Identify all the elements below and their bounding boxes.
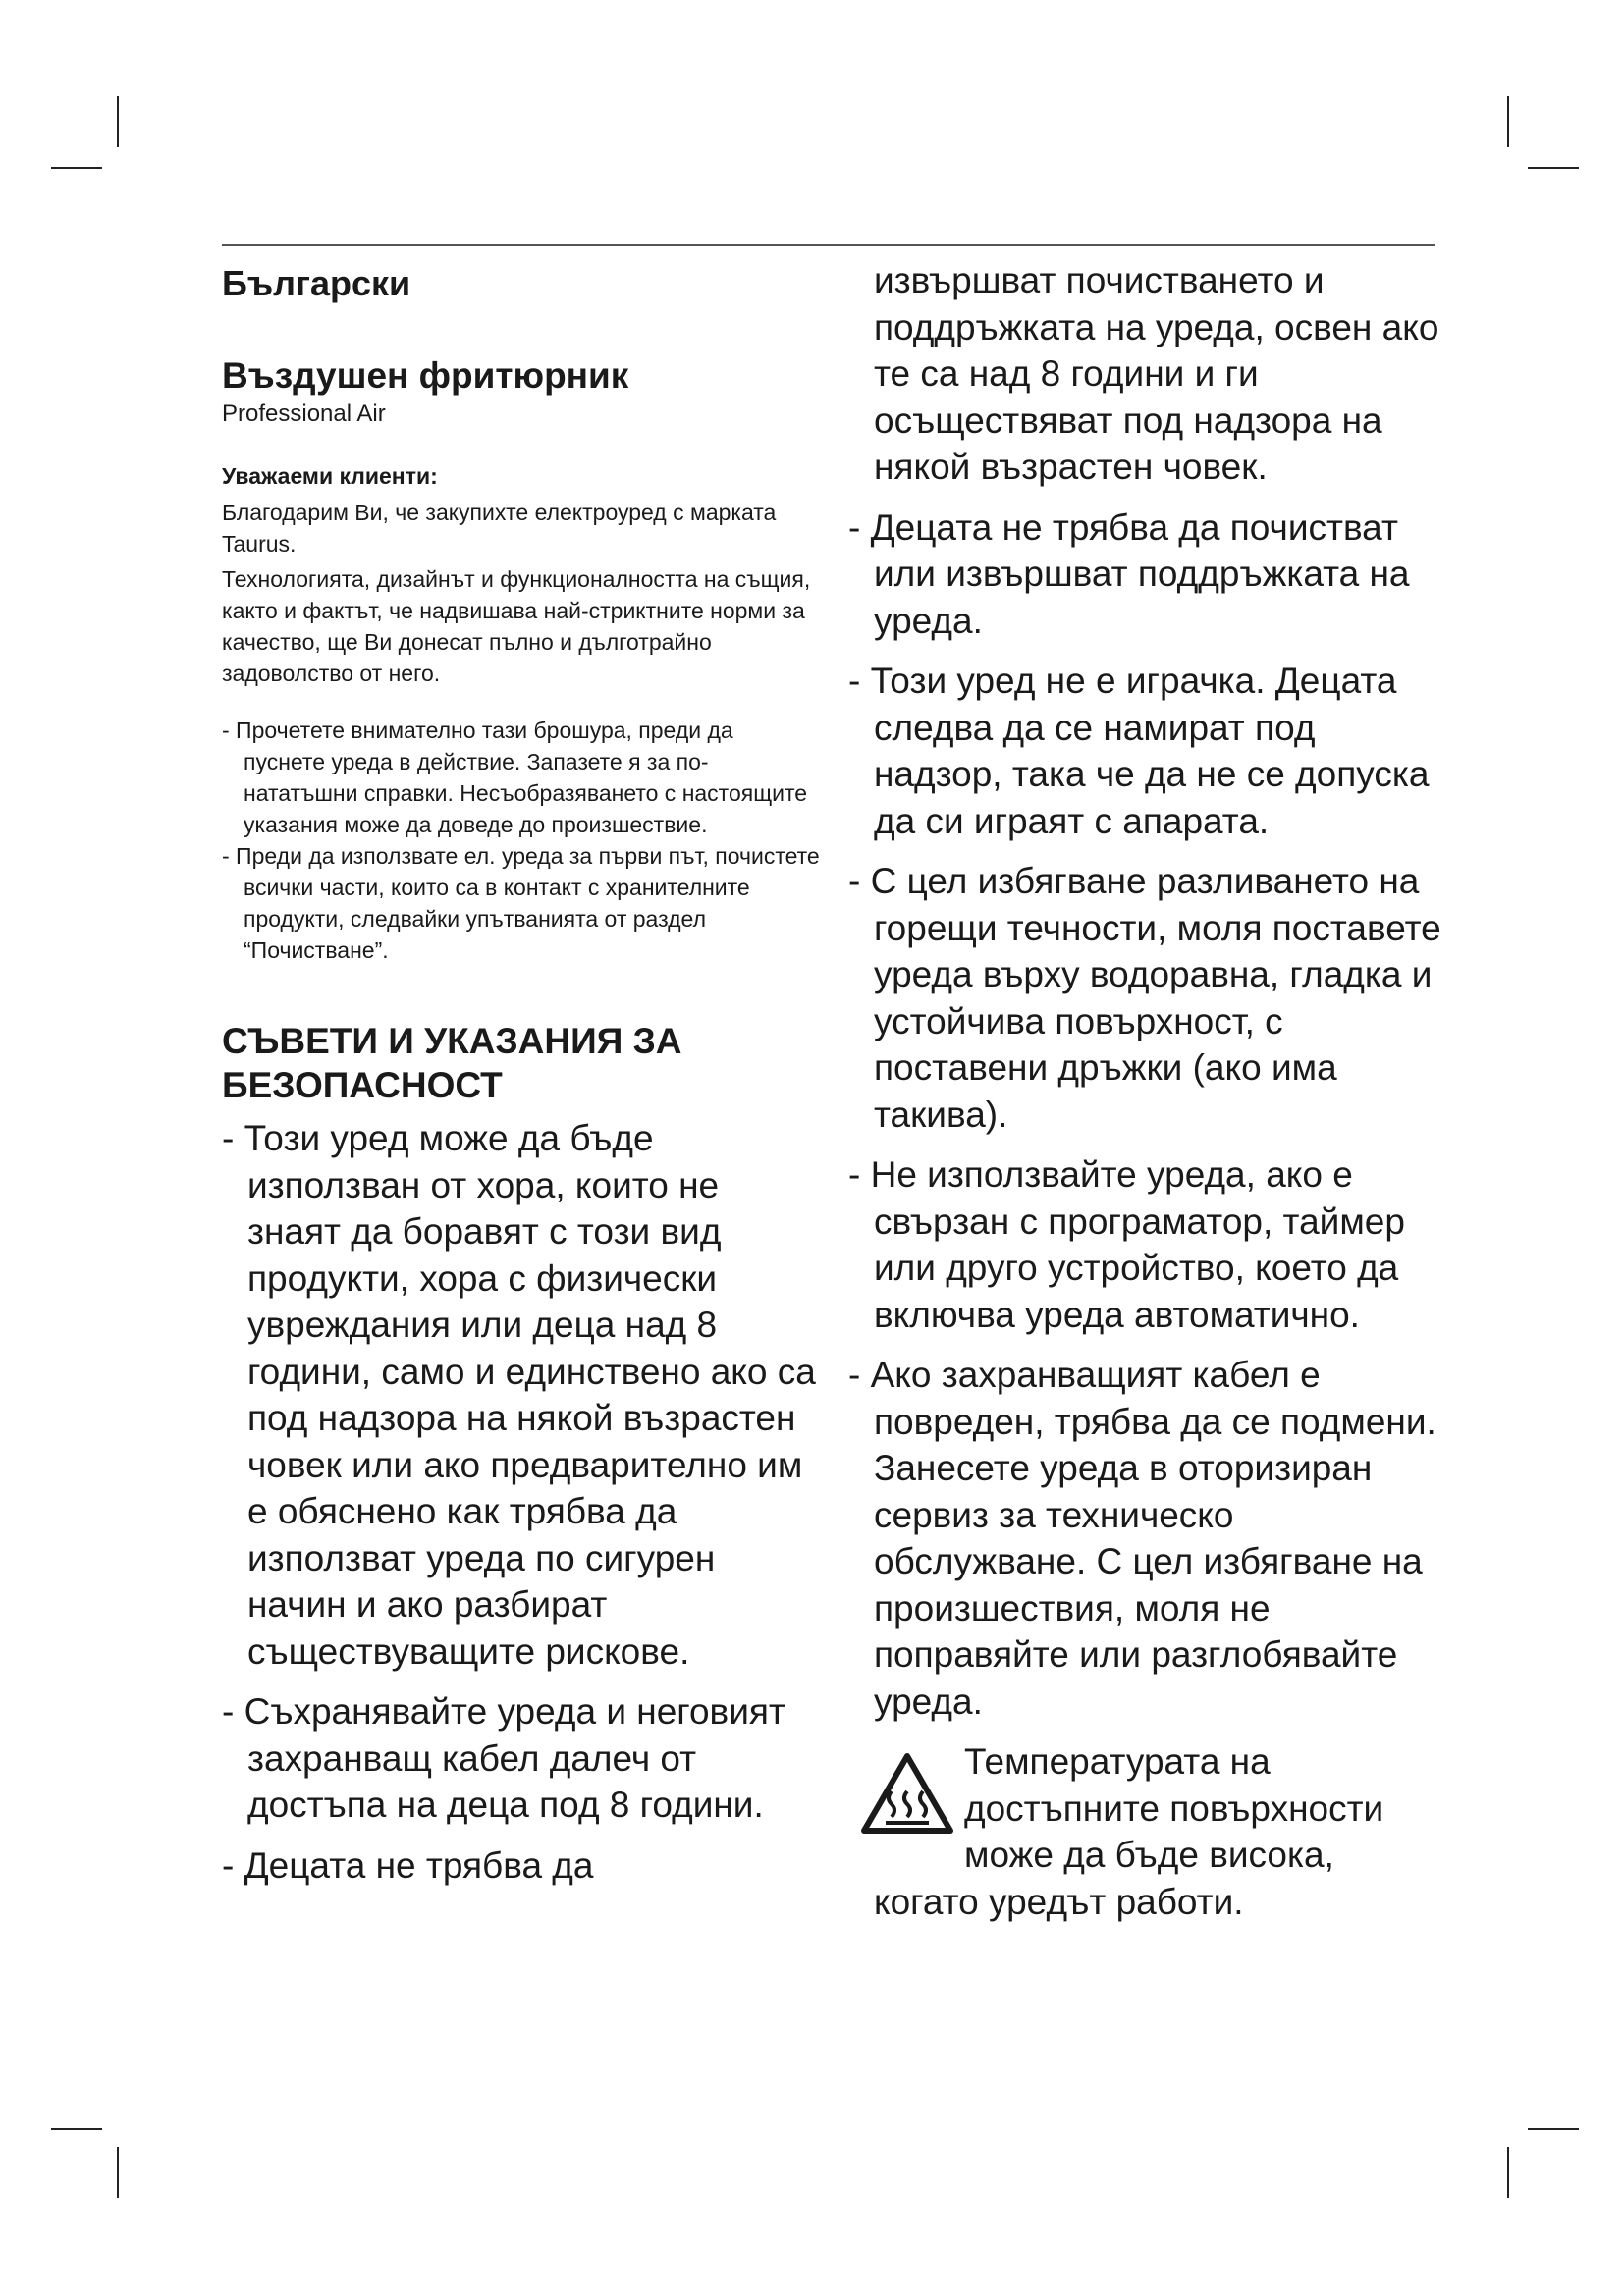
safety-list-left [222, 1115, 821, 1889]
crop-mark [117, 96, 119, 147]
crop-mark [1507, 96, 1509, 147]
language-heading: Български [222, 263, 411, 303]
greeting-paragraph: Технологията, дизайнът и функционалността на същия, както и фактът, че надвишава най-стриктните норми за качество, ще Ви донесат пълно и дълготрайно задоволство от него. [222, 566, 811, 686]
header-rule [222, 244, 1435, 246]
product-title: Въздушен фритюрник [222, 355, 629, 396]
product-model: Professional Air [222, 400, 386, 427]
safety-item: - Този уред може да бъде използван от хора, които не знаят да боравят с този вид продукти, хора с физически увреждания или деца над 8 години, само и единствено ако са под надзора на някой възрастен човек или ако предварително им е обяснено как трябва да използват уреда по сигурен начин и ако разбират съществуващите рискове. [222, 1118, 816, 1672]
safety-item: - Този уред не е играчка. Децата следва да се намират под надзор, така че да не се допуска да си играят с апарата. [848, 661, 1430, 841]
safety-item: - Съхранявайте уреда и неговият захранващ кабел далеч от достъпа на деца под 8 години. [222, 1691, 785, 1825]
intro-note: - Прочетете внимателно тази брошура, преди да пуснете уреда в действие. Запазете я за по-нататъшни справки. Несъобразяването с настоящите указания може да доведе до произшествие. [222, 718, 808, 837]
hot-surface-warning-text: Температурата на достъпните повърхности може да бъде висока, когато уредът работи. [874, 1741, 1384, 1922]
safety-list-right [848, 505, 1447, 1726]
crop-mark [51, 167, 102, 169]
safety-item: - Децата не трябва да [222, 1844, 594, 1886]
safety-item: - Децата не трябва да почистват или извършват поддръжката на уреда. [848, 507, 1410, 641]
right-column [848, 257, 1447, 1925]
crop-mark [117, 2147, 119, 2198]
crop-mark [1528, 2128, 1579, 2130]
intro-note: - Преди да използвате ел. уреда за първи път, почистете всички части, които са в контакт с хранителните продукти, следвайки упътванията от раздел “Почистване”. [222, 843, 820, 963]
safety-item: - Ако захранващият кабел е повреден, трябва да се подмени. Занесете уреда в оторизиран сервиз за техническо обслужване. С цел избягване на произшествия, моля не поправяйте или разглобявайте уреда. [848, 1355, 1436, 1722]
hot-surface-warning-icon [860, 1752, 954, 1835]
safety-item: - С цел избягване разливането на горещи течности, моля поставете уреда върху водоравна, гладка и устойчива повърхност, с поставени дръжки (ако има такива). [848, 861, 1441, 1135]
safety-item: - Не използвайте уреда, ако е свързан с програматор, таймер или друго устройство, което да включва уреда автоматично. [848, 1154, 1405, 1335]
safety-item-continuation: извършват почистването и поддръжката на уреда, освен ако те са над 8 години и ги осъществяват под надзора на някой възрастен човек. [874, 260, 1439, 487]
left-column [222, 257, 821, 1902]
greeting-salutation: Уважаеми клиенти: [222, 463, 438, 489]
intro-notes [222, 715, 821, 966]
crop-mark [51, 2128, 102, 2130]
crop-mark [1507, 2147, 1509, 2198]
hot-surface-warning [848, 1738, 1447, 1925]
greeting-paragraph: Благодарим Ви, че закупихте електроуред с марката Taurus. [222, 500, 777, 557]
crop-mark [1528, 167, 1579, 169]
safety-heading: СЪВЕТИ И УКАЗАНИЯ ЗА БЕЗОПАСНОСТ [222, 1021, 682, 1105]
